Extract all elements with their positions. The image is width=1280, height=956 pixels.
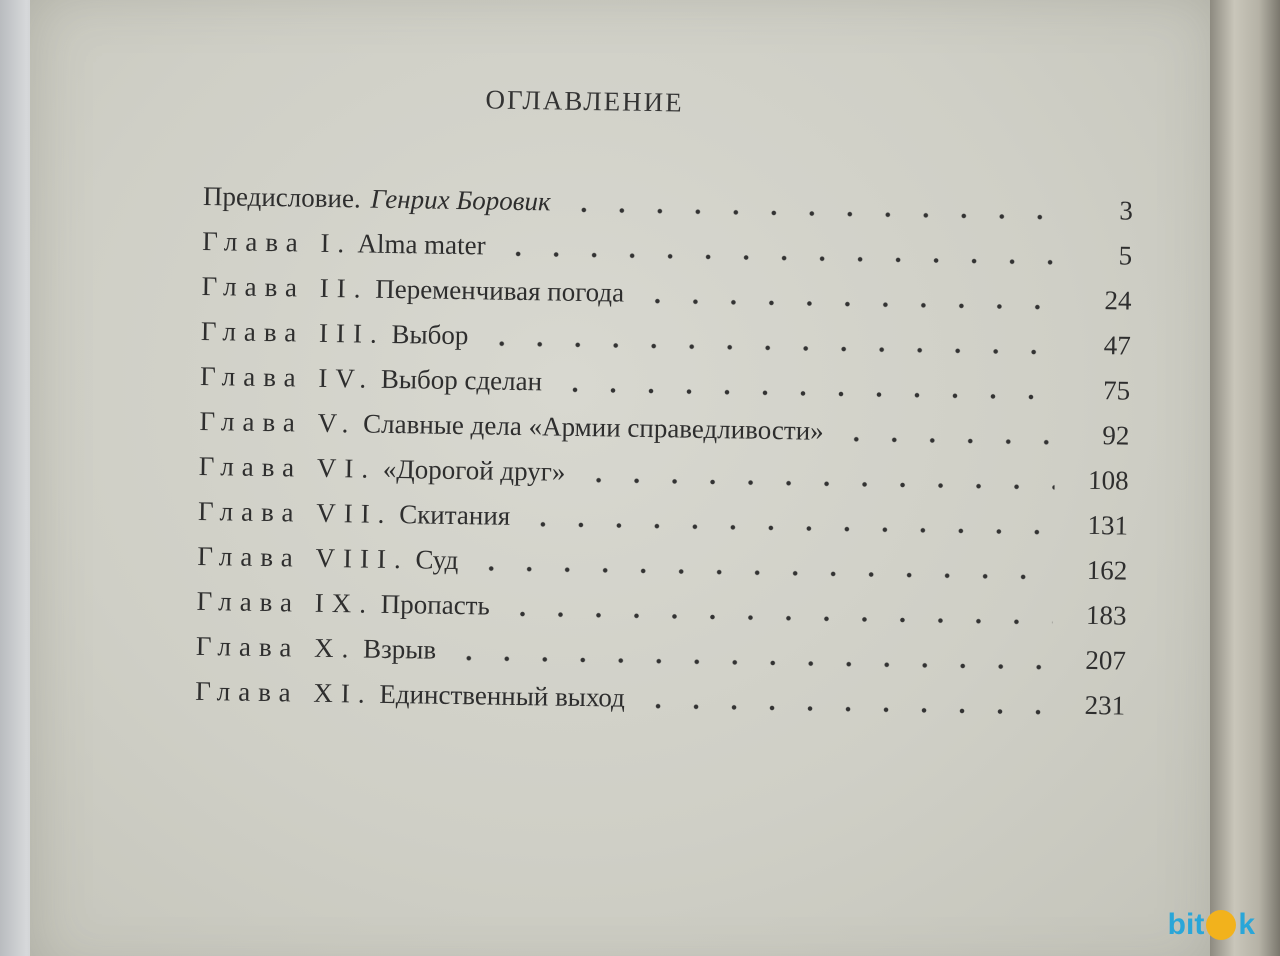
- toc-leader-dots: [556, 386, 1056, 400]
- table-of-contents: [195, 70, 1155, 736]
- toc-entry-prefix: Глава III.: [200, 315, 386, 349]
- toc-heading: ОГЛАВЛЕНИЕ: [485, 84, 684, 118]
- toc-page-number: 162: [1086, 554, 1128, 586]
- toc-leader-dots: [524, 521, 1054, 535]
- toc-page-number: 24: [1104, 285, 1132, 316]
- site-watermark: [1168, 908, 1255, 942]
- toc-entry-label: [201, 316, 469, 351]
- toc-entry-label: [202, 226, 486, 261]
- toc-entry-label: [201, 271, 624, 309]
- toc-page-number: 231: [1084, 689, 1126, 721]
- toc-entry-title: Скитания: [398, 499, 511, 531]
- toc-entry-label: [196, 586, 490, 622]
- toc-entry-label: [200, 361, 542, 397]
- toc-entry-prefix: Глава XI.: [195, 675, 373, 709]
- toc-entry-prefix: Глава VII.: [197, 495, 393, 529]
- toc-page-number: 47: [1103, 330, 1132, 361]
- toc-leader-dots: [499, 250, 1058, 265]
- toc-entry-label: [196, 631, 437, 666]
- toc-page-number: 131: [1087, 509, 1129, 541]
- toc-leader-dots: [504, 610, 1053, 625]
- toc-entries: [195, 181, 1153, 736]
- toc-entry-title: Взрыв: [362, 633, 437, 665]
- toc-page-number: 92: [1102, 420, 1130, 451]
- toc-entry-title: «Дорогой друг»: [382, 453, 566, 487]
- toc-page-number: 75: [1102, 375, 1131, 406]
- toc-entry-label: [198, 496, 511, 532]
- toc-leader-dots: [579, 476, 1054, 489]
- toc-entry-title: Славные дела «Армии справедливости»: [362, 408, 824, 446]
- toc-entry-title: Выбор: [391, 318, 469, 351]
- toc-entry-label: [197, 541, 458, 576]
- toc-leader-dots: [638, 297, 1058, 310]
- toc-entry-prefix: Глава VIII.: [197, 540, 409, 575]
- toc-leader-dots: [639, 702, 1051, 714]
- toc-entry-title: Выбор сделан: [380, 363, 543, 397]
- toc-entry-prefix: Глава X.: [195, 630, 357, 664]
- toc-leader-dots: [564, 206, 1058, 220]
- toc-entry-title: Пропасть: [380, 588, 491, 621]
- toc-entry-prefix: Глава IV.: [199, 360, 375, 394]
- toc-leader-dots: [482, 340, 1056, 355]
- toc-entry-prefix: Глава IX.: [196, 585, 375, 619]
- toc-page-number: 183: [1085, 599, 1127, 631]
- toc-page-number: 5: [1118, 240, 1133, 271]
- hand-badge-icon: [1206, 910, 1236, 940]
- toc-leader-dots: [837, 435, 1055, 444]
- toc-entry-prefix: Глава I.: [202, 225, 353, 259]
- toc-leader-dots: [450, 654, 1052, 669]
- toc-entry-prefix: Глава V.: [199, 405, 357, 439]
- toc-page-number: 207: [1085, 644, 1127, 676]
- toc-entry-prefix: Предисловие.: [202, 180, 361, 214]
- toc-entry-title: Alma mater: [357, 228, 486, 261]
- toc-entry-prefix: Глава II.: [201, 270, 369, 304]
- toc-entry-prefix: Глава VI.: [198, 450, 377, 484]
- toc-entry-title: Генрих Боровик: [370, 183, 551, 217]
- watermark-text-end: k: [1238, 908, 1255, 941]
- toc-entry-label: [199, 451, 566, 488]
- toc-page-number: 108: [1087, 464, 1129, 496]
- toc-leader-dots: [472, 565, 1053, 580]
- toc-entry-label: [195, 676, 625, 714]
- toc-entry-title: Переменчивая погода: [375, 273, 625, 308]
- toc-entry-label: [203, 181, 551, 217]
- watermark-text-start: bit: [1167, 908, 1205, 941]
- toc-entry-title: Суд: [415, 544, 459, 576]
- toc-entry-title: Единственный выход: [379, 678, 626, 713]
- toc-page-number: 3: [1119, 195, 1134, 226]
- book-edge: [1210, 0, 1280, 956]
